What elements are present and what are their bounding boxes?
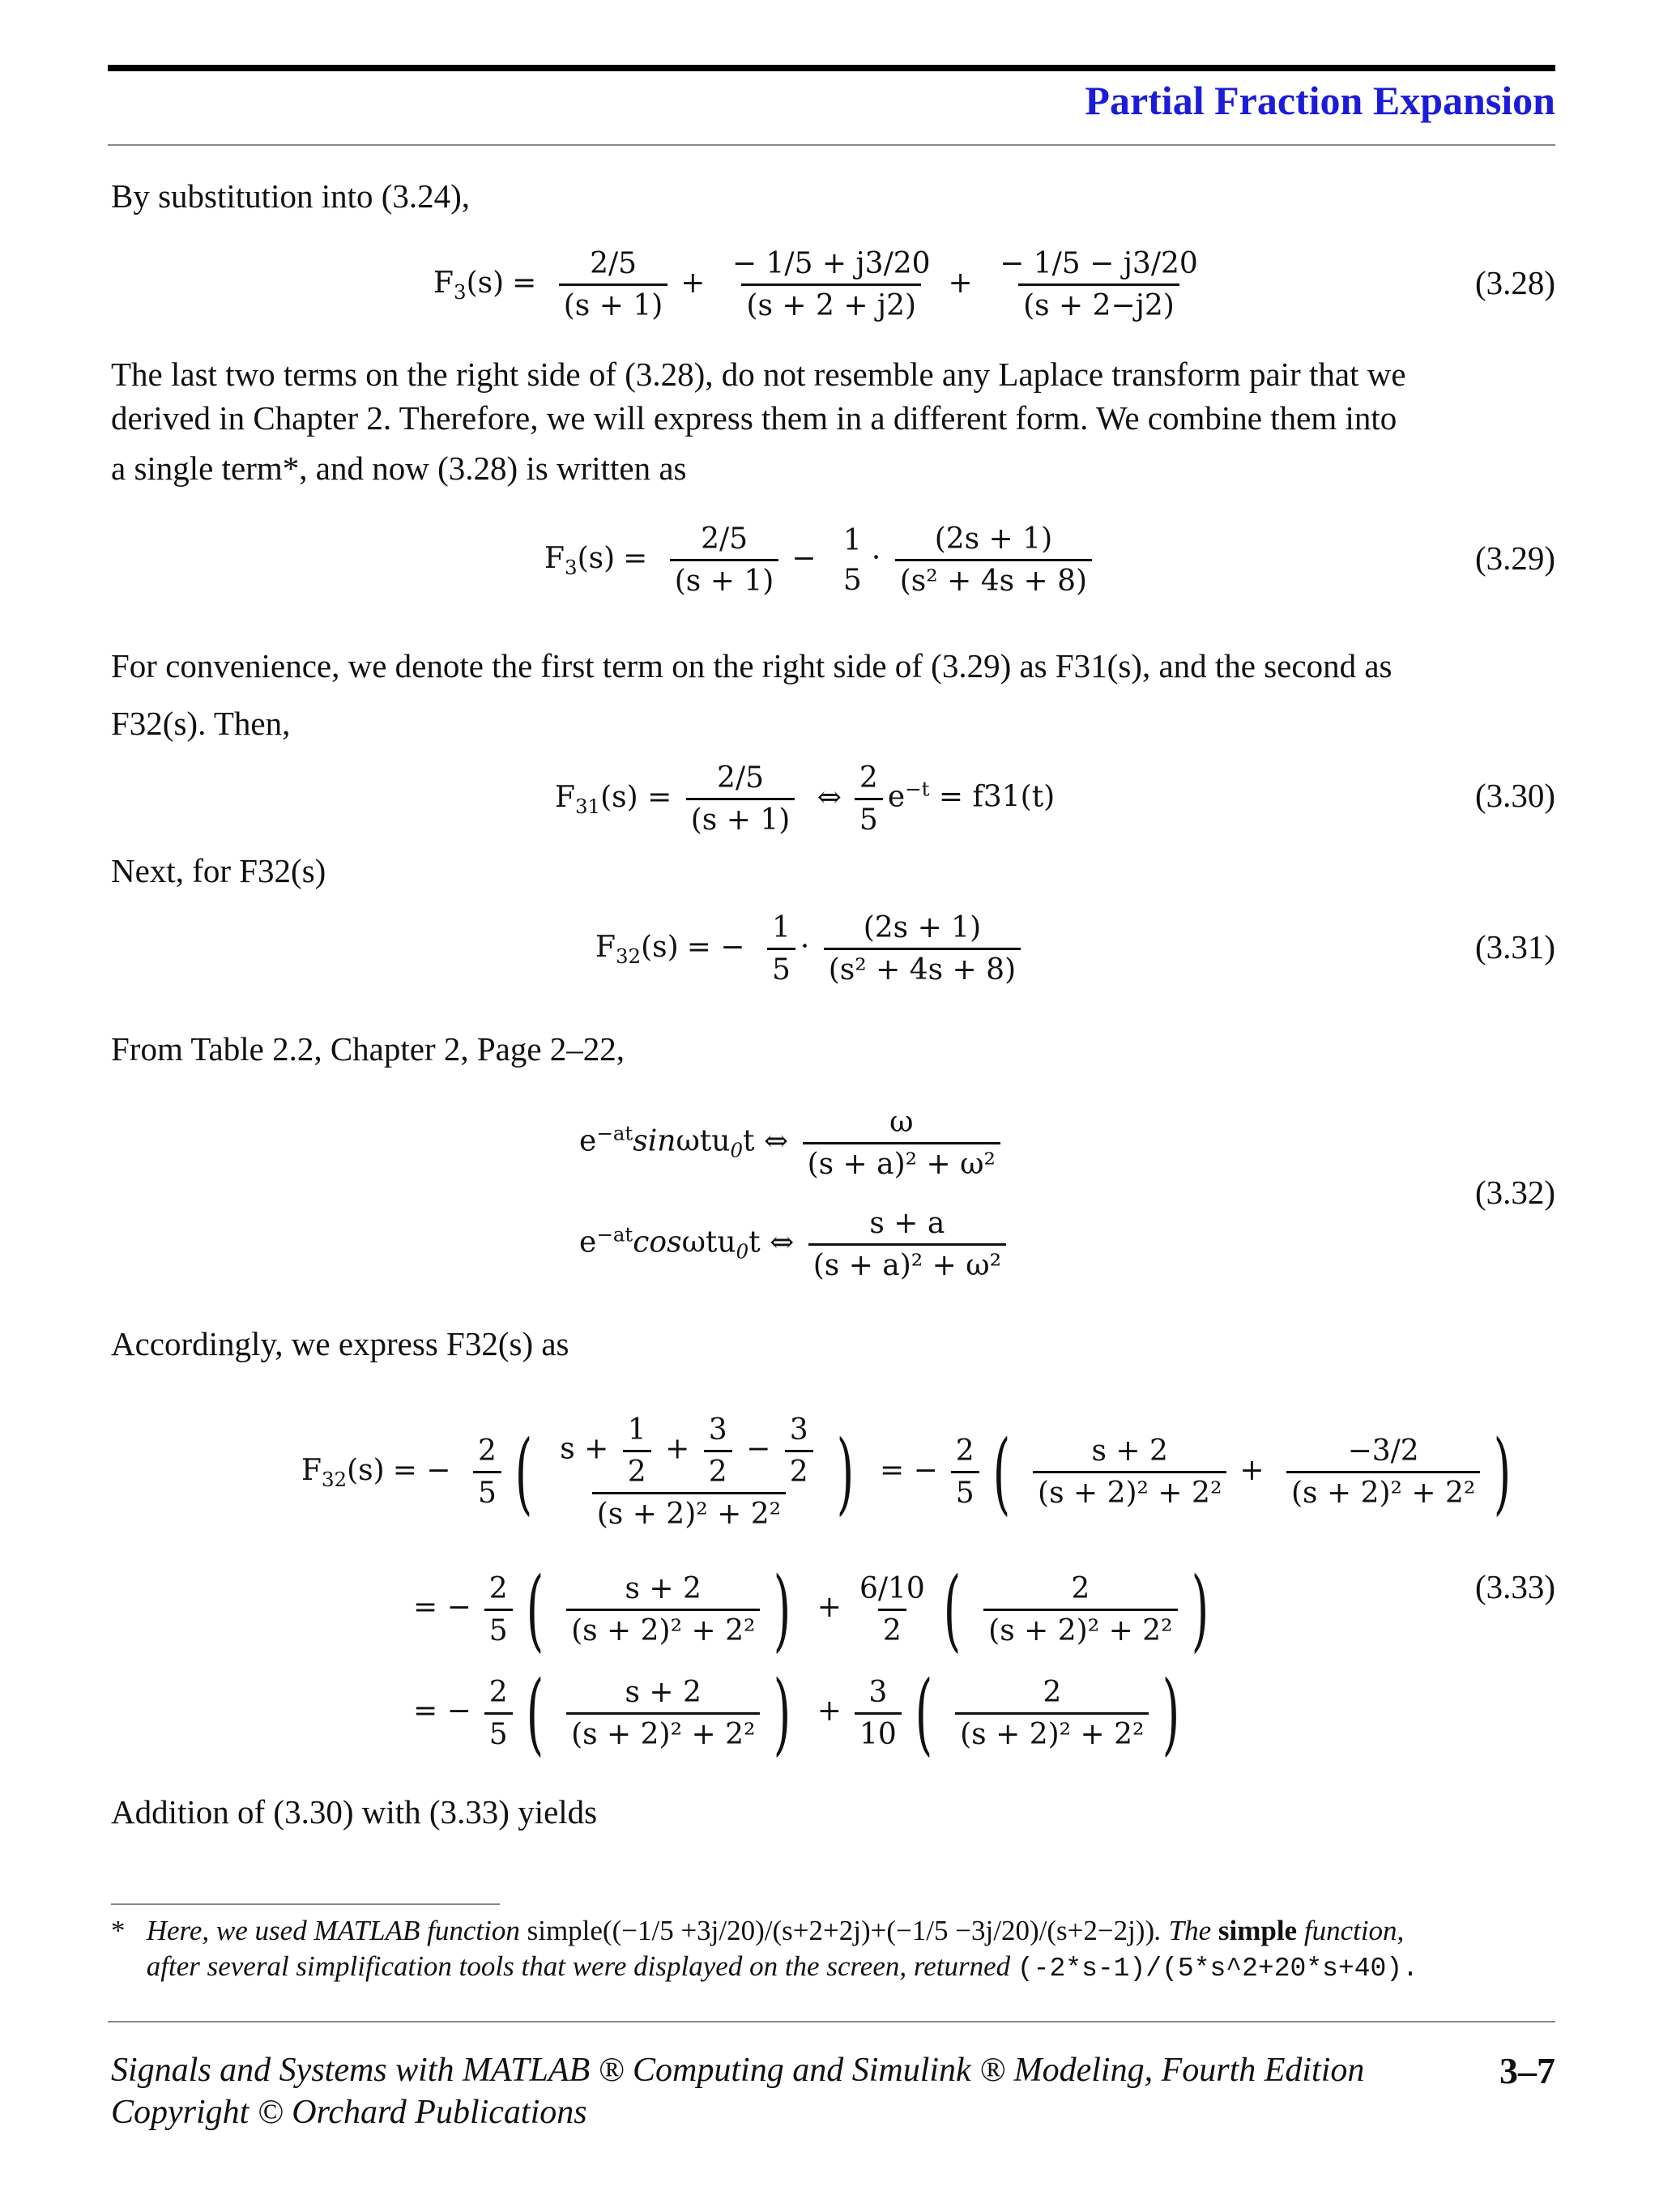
- equation-number: (3.29): [1474, 539, 1555, 577]
- fraction: $\frac{2/5}{(s + 1)}$: [559, 247, 668, 322]
- fraction: $\frac{\omega}{\text{(s + a)² + ω²}}$: [803, 1106, 1000, 1181]
- footer-copyright: Copyright © Orchard Publications: [111, 2094, 587, 2131]
- fraction: $\frac{(2s + 1)}{\text{(s² + 4s + 8)}}$: [895, 522, 1092, 598]
- footer-title: Signals and Systems with MATLAB ® Computing and Simulink ® Modeling, Fourth Edition: [111, 2052, 1365, 2089]
- fraction: $\frac{- 1/5 - j3/20}{(s + 2-j2)}$: [1000, 247, 1198, 322]
- equation-3-33-line1: $F_{32}(s)$ = − $\frac{2}{5}$ ( s + $\frac{1}{2}$ + $\frac{3}{2}$ − $\frac{3}{2}$ (s + 2)² + 2² ) = − $\frac{2}{5}$ ( $\frac{s + 2}{\text{(s + 2)² + 2²}}$ + $\frac{-3/2}{\text{(s + 2)² + 2²}}$ ): [301, 1413, 1512, 1531]
- equation-3-31: $F_{32}(s)$ = − $\frac{1}{5}$ · $\frac{(2s + 1)}{\text{(s² + 4s + 8)}}$: [595, 911, 1026, 987]
- section-title: Partial Fraction Expansion: [1085, 78, 1555, 123]
- fraction: $\frac{2/5}{(s + 1)}$: [686, 761, 795, 837]
- equation-number: (3.28): [1474, 264, 1555, 301]
- fraction: $\frac{2}{\text{(s + 2)² + 2²}}$: [983, 1572, 1177, 1647]
- paragraph: Addition of (3.30) with (3.33) yields: [111, 1793, 598, 1831]
- fraction: $\frac{s + 2}{\text{(s + 2)² + 2²}}$: [1033, 1434, 1226, 1510]
- fraction: $\frac{-3/2}{\text{(s + 2)² + 2²}}$: [1286, 1434, 1480, 1510]
- equation-number: (3.33): [1474, 1568, 1555, 1605]
- paragraph: F32(s). Then,: [111, 705, 291, 742]
- fraction: $\frac{s + 2}{\text{(s + 2)² + 2²}}$: [566, 1676, 760, 1751]
- paragraph: derived in Chapter 2. Therefore, we will express them in a different form. We combine them into: [111, 399, 1397, 437]
- paragraph: For convenience, we denote the first term on the right side of (3.29) as F31(s), and the second as: [111, 647, 1392, 684]
- footer: [111, 2049, 1364, 2133]
- fraction: 1 5: [842, 523, 862, 597]
- equation-3-32-cos: $e^{-at}\cos\omega tu_0t$ ⇔ $\frac{s + a}{\text{(s + a)² + ω²}}$: [579, 1207, 1011, 1282]
- header-divider: [108, 144, 1555, 146]
- paragraph: Accordingly, we express F32(s) as: [111, 1325, 569, 1362]
- page-number: 3–7: [1499, 2050, 1555, 2091]
- equation-number: (3.31): [1474, 928, 1555, 965]
- paragraph: From Table 2.2, Chapter 2, Page 2–22,: [111, 1030, 625, 1068]
- equation-3-33-line3: = − $\frac{2}{5}$ ( $\frac{s + 2}{\text{(s + 2)² + 2²}}$ ) + $\frac{3}{10}$ ( $\frac{2}{\text{(s + 2)² + 2²}}$ ): [413, 1661, 1180, 1765]
- footnote: * Here, we used MATLAB function simple((−1/5 +3j/20)/(s+2+2j)+(−1/5 −3j/20)/(s+2−2j)). The simple function, after several simplification tools that were displayed on the screen, returned (-2*s-1)/(5*s^2+20*s+40).: [111, 1915, 1418, 1984]
- footer-divider: [108, 2021, 1555, 2022]
- fraction: $\frac{2}{\text{(s + 2)² + 2²}}$: [955, 1676, 1149, 1751]
- equation-3-32-sin: $e^{-at}\sin\omega tu_0t$ ⇔ $\frac{\omega}{\text{(s + a)² + ω²}}$: [579, 1106, 1005, 1181]
- paragraph: By substitution into (3.24),: [111, 177, 471, 215]
- paragraph: Next, for F32(s): [111, 852, 326, 889]
- equation-number: (3.32): [1474, 1174, 1555, 1211]
- fraction: s + $\frac{1}{2}$ + $\frac{3}{2}$ − $\frac{3}{2}$ (s + 2)² + 2²: [555, 1413, 822, 1531]
- fraction: $\frac{2/5}{(s + 1)}$: [670, 522, 779, 598]
- equation-3-30: $F_{31}(s)$ = $\frac{2/5}{(s + 1)}$ ⇔ $\frac{2}{5}$ $e^{-t} = f31(t)$: [555, 761, 1056, 837]
- fraction: $\frac{- 1/5 + j3/20}{(s + 2 + j2)}$: [731, 247, 931, 322]
- fraction: $\frac{(2s + 1)}{\text{(s² + 4s + 8)}}$: [824, 911, 1021, 987]
- equation-number: (3.30): [1474, 777, 1555, 814]
- equation-3-33-line2: = − $\frac{2}{5}$ ( $\frac{s + 2}{\text{(s + 2)² + 2²}}$ ) + $\frac{6/10}{2}$ ( $\frac{2}{\text{(s + 2)² + 2²}}$ ): [413, 1558, 1209, 1661]
- eq-lhs: $F_3(s)$: [433, 266, 505, 304]
- fraction: $\frac{s + a}{\text{(s + a)² + ω²}}$: [808, 1207, 1006, 1282]
- fraction: $\frac{s + 2}{\text{(s + 2)² + 2²}}$: [566, 1572, 760, 1647]
- header-rule: [108, 65, 1555, 71]
- paragraph: a single term*, and now (3.28) is written as: [111, 450, 687, 487]
- equation-3-28: $F_3(s)$ = $\frac{2/5}{(s + 1)}$ + $\frac{- 1/5 + j3/20}{(s + 2 + j2)}$ + $\frac{- 1/5 - j3/20}{(s + 2-j2)}$: [433, 247, 1208, 322]
- equation-3-29: $F_3(s)$ = $\frac{2/5}{(s + 1)}$ − 1 5 · $\frac{(2s + 1)}{\text{(s² + 4s + 8)}}$: [544, 522, 1097, 598]
- footnote-divider: [111, 1903, 500, 1905]
- paragraph: The last two terms on the right side of (3.28), do not resemble any Laplace transform pair that we: [111, 356, 1406, 393]
- fraction: $\frac{1}{5}$: [767, 911, 795, 987]
